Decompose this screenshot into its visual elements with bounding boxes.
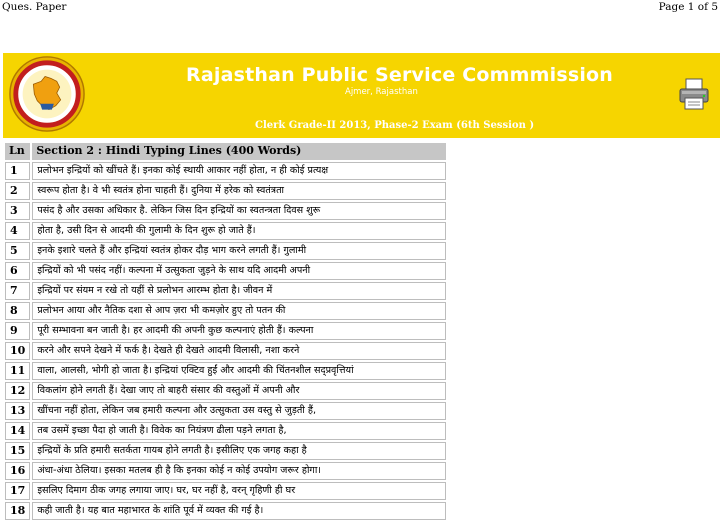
line-number: 10	[5, 342, 30, 360]
table-row	[5, 182, 446, 200]
line-number: 17	[5, 482, 30, 500]
line-number: 5	[5, 242, 30, 260]
line-number: 8	[5, 302, 30, 320]
page-subtitle: Ajmer, Rajasthan	[345, 87, 418, 97]
line-number: 16	[5, 462, 30, 480]
line-number: 6	[5, 262, 30, 280]
page-counter: Page 1 of 5	[658, 1, 718, 13]
print-header-left: Ques. Paper	[2, 1, 67, 13]
line-text: प्रलोभन इन्द्रियों को खींचते हैं। इनका कोई स्थायी आकार नहीं होता, न ही कोई प्रत्यक्ष	[32, 162, 446, 180]
line-text: अंधा-अंधा ठेलिया। इसका मतलब ही है कि इनका कोई न कोई उपयोग जरूर होगा।	[32, 462, 446, 480]
table-row	[5, 222, 446, 240]
line-text: इन्द्रियों के प्रति हमारी सतर्कता गायब होने लगती है। इसीलिए एक जगह कहा है	[32, 442, 446, 460]
print-header	[0, 0, 720, 14]
table-row	[5, 462, 446, 480]
line-number: 9	[5, 322, 30, 340]
line-text: वाला, आलसी, भोगी हो जाता है। इन्द्रियां एक्टिव हुईं और आदमी की चिंतनशील सद्प्रवृत्तियां	[32, 362, 446, 380]
table-row	[5, 342, 446, 360]
column-header-section: Section 2 : Hindi Typing Lines (400 Words)	[32, 143, 446, 160]
table-row	[5, 502, 446, 520]
typing-lines-table	[3, 141, 448, 522]
rpsc-emblem-logo	[8, 55, 86, 133]
line-number: 3	[5, 202, 30, 220]
table-row	[5, 322, 446, 340]
table-row	[5, 242, 446, 260]
line-text: इन्द्रियों को भी पसंद नहीं। कल्पना में उत्सुकता जुड़ने के साथ यदि आदमी अपनी	[32, 262, 446, 280]
table-row	[5, 282, 446, 300]
line-number: 7	[5, 282, 30, 300]
line-number: 11	[5, 362, 30, 380]
line-text: प्रलोभन आया और नैतिक दशा से आप ज़रा भी कमज़ोर हुए तो पतन की	[32, 302, 446, 320]
table-row	[5, 362, 446, 380]
column-header-ln: Ln	[5, 143, 30, 160]
line-text: खींचना नहीं होता, लेकिन जब हमारी कल्पना और उत्सुकता उस वस्तु से जुड़ती हैं,	[32, 402, 446, 420]
table-row	[5, 442, 446, 460]
line-text: तब उसमें इच्छा पैदा हो जाती है। विवेक का नियंत्रण ढीला पड़ने लगता है,	[32, 422, 446, 440]
line-text: विकलांग होने लगती हैं। देखा जाए तो बाहरी संसार की वस्तुओं में अपनी और	[32, 382, 446, 400]
line-number: 1	[5, 162, 30, 180]
table-row	[5, 202, 446, 220]
printer-icon[interactable]	[676, 76, 712, 112]
line-text: इसलिए दिमाग ठीक जगह लगाया जाए। घर, घर नहीं है, वरन् गृहिणी ही घर	[32, 482, 446, 500]
line-text: इनके इशारे चलते हैं और इन्द्रियां स्वतंत्र होकर दौड़ भाग करने लगती हैं। गुलामी	[32, 242, 446, 260]
line-text: होता है, उसी दिन से आदमी की गुलामी के दिन शुरू हो जाते हैं।	[32, 222, 446, 240]
line-text: इन्द्रियों पर संयम न रखे तो यहीं से प्रलोभन आरम्भ होता है। जीवन में	[32, 282, 446, 300]
line-number: 4	[5, 222, 30, 240]
table-row	[5, 162, 446, 180]
table-row	[5, 382, 446, 400]
header-banner	[3, 53, 720, 138]
line-text: पसंद है और उसका अधिकार है. लेकिन जिस दिन इन्द्रियों का स्वतन्त्रता दिवस शुरू	[32, 202, 446, 220]
line-text: स्वरूप होता है। वे भी स्वतंत्र होना चाहती हैं। दुनिया में हरेक को स्वतंत्रता	[32, 182, 446, 200]
line-number: 18	[5, 502, 30, 520]
table-row	[5, 422, 446, 440]
line-text: करने और सपने देखने में फर्क है। देखते ही देखते आदमी विलासी, नशा करने	[32, 342, 446, 360]
exam-name: Clerk Grade-II 2013, Phase-2 Exam (6th Session )	[255, 120, 535, 131]
line-number: 15	[5, 442, 30, 460]
table-row	[5, 262, 446, 280]
line-number: 12	[5, 382, 30, 400]
table-header-row	[5, 143, 446, 160]
line-text: कही जाती है। यह बात महाभारत के शांति पूर्व में व्यक्त की गई है।	[32, 502, 446, 520]
table-row	[5, 302, 446, 320]
line-number: 14	[5, 422, 30, 440]
table-row	[5, 402, 446, 420]
line-number: 13	[5, 402, 30, 420]
page-title: Rajasthan Public Service Commmission	[186, 64, 614, 86]
line-text: पूरी सम्भावना बन जाती है। हर आदमी की अपनी कुछ कल्पनाएं होती हैं। कल्पना	[32, 322, 446, 340]
table-row	[5, 482, 446, 500]
line-number: 2	[5, 182, 30, 200]
